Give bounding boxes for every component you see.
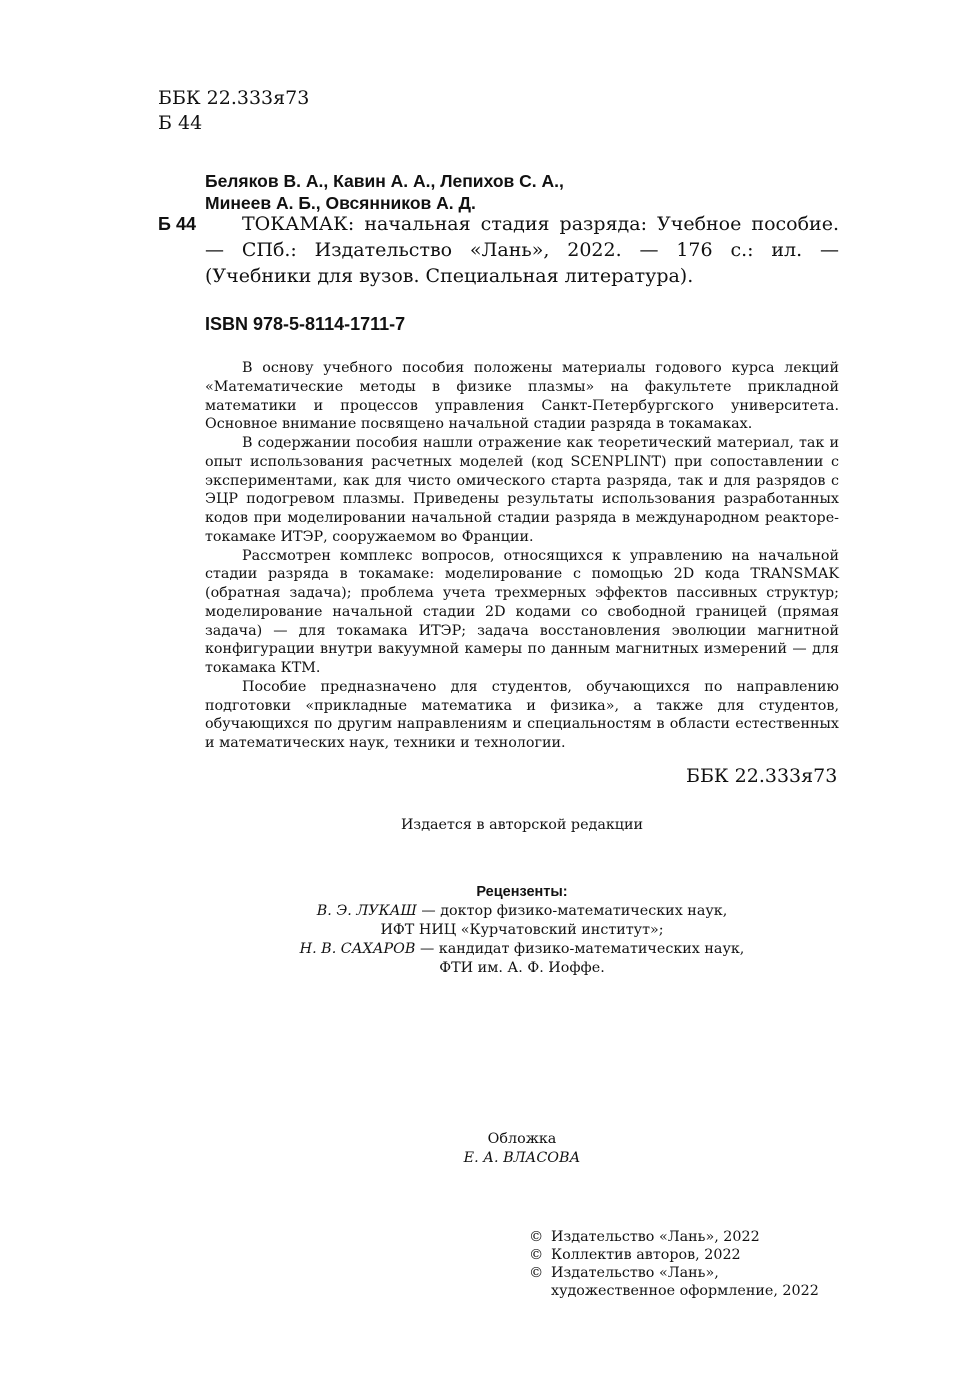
title-line-1: ТОКАМАК: начальная стадия разряда: Учебное пособие. — — [205, 213, 839, 261]
copyright-line-3: © Издательство «Лань», — [529, 1265, 719, 1281]
copyright-line-2: © Коллектив авторов, 2022 — [529, 1247, 741, 1263]
cover-credit — [205, 1130, 839, 1168]
reviewers-heading: Рецензенты: — [476, 884, 568, 900]
copyright-icon: © — [529, 1229, 544, 1245]
copyright-icon: © — [529, 1265, 544, 1281]
bbk-code: ББК 22.333я73 — [158, 87, 310, 109]
reviewers — [205, 883, 839, 978]
abstract-paragraph-3: Рассмотрен комплекс вопросов, относящихся к управлению на начальной стадии разряда в токамаке: моделирование с помощью 2D кода TRANSMAK (обратная задача); проблема учета трехмерных эффектов пассивных структур; моделирование начальной стадии 2D кодами со свободной границей (прямая задача) — для токамака ИТЭР; задача восстановления эволюции магнитной конфигурации внутри вакуумной камеры по данным магнитных измерений — для токамака КТМ. — [205, 547, 839, 676]
abstract-paragraph-2: В содержании пособия нашли отражение как теоретический материал, так и опыт использования расчетных моделей (код SCENPLINT) при сопоставлении с экспериментами, как для чисто омического старта разряда, так и для разрядов с ЭЦР подогревом плазмы. Приведены результаты использования разработанных кодов при моделировании начальной стадии разряда в международном реакторе-токамаке ИТЭР, сооружаемом во Франции. — [205, 435, 839, 545]
copyright-line-1: © Издательство «Лань», 2022 — [529, 1229, 760, 1245]
author-mark: Б 44 — [158, 112, 203, 134]
abstract — [205, 359, 839, 753]
authors-line-1: Беляков В. А., Кавин А. А., Лепихов С. А., — [205, 171, 564, 191]
copyright-line-4: художественное оформление, 2022 — [551, 1283, 819, 1299]
edition-note: Издается в авторской редакции — [400, 817, 644, 833]
abstract-paragraph-4: Пособие предназначено для студентов, обучающихся по направлению подготовки «прикладные математика и физика», а также для студентов, обучающихся по другим направлениям и специальностям в области естественных и математических наук, техники и технологии. — [205, 678, 839, 751]
cover-designer: Е. А. ВЛАСОВА — [463, 1150, 581, 1166]
reviewer-1-degree: — доктор физико-математических наук, — [416, 903, 728, 919]
isbn: ISBN 978-5-8114-1711-7 — [205, 314, 406, 334]
title-line-2: СПб.: Издательство «Лань», 2022. — 176 с.: ил. — (Учебники — [205, 239, 839, 287]
abstract-paragraph-1: В основу учебного пособия положены материалы годового курса лекций «Математические методы в физике плазмы» на факультете прикладной математики и процессов управления Санкт-Петербургского университета. Основное внимание посвящено начальной стадии разряда в токамаках. — [205, 360, 839, 433]
reviewer-2-degree: — кандидат физико-математических наук, — [415, 941, 745, 957]
reviewer-1-name: В. Э. ЛУКАШ — [316, 903, 417, 919]
copyright-block — [529, 1228, 819, 1300]
reviewer-2-name: Н. В. САХАРОВ — [299, 941, 416, 957]
reviewer-2-org: ФТИ им. А. Ф. Иоффе. — [439, 960, 605, 976]
bbk-header — [158, 86, 309, 136]
cover-label: Обложка — [487, 1131, 557, 1147]
authors-line-2: Минеев А. Б., Овсянников А. Д. — [205, 193, 476, 213]
title-line-3: для вузов. Специальная литература). — [317, 265, 694, 287]
reviewer-2 — [205, 940, 839, 959]
bibliographic-description — [205, 211, 839, 289]
copyright-icon: © — [529, 1247, 544, 1263]
reviewer-1-org: ИФТ НИЦ «Курчатовский институт»; — [380, 922, 664, 938]
author-mark-side: Б 44 — [158, 214, 196, 234]
authors — [205, 170, 845, 214]
reviewer-1 — [205, 902, 839, 921]
bbk-footer: ББК 22.333я73 — [686, 765, 838, 787]
